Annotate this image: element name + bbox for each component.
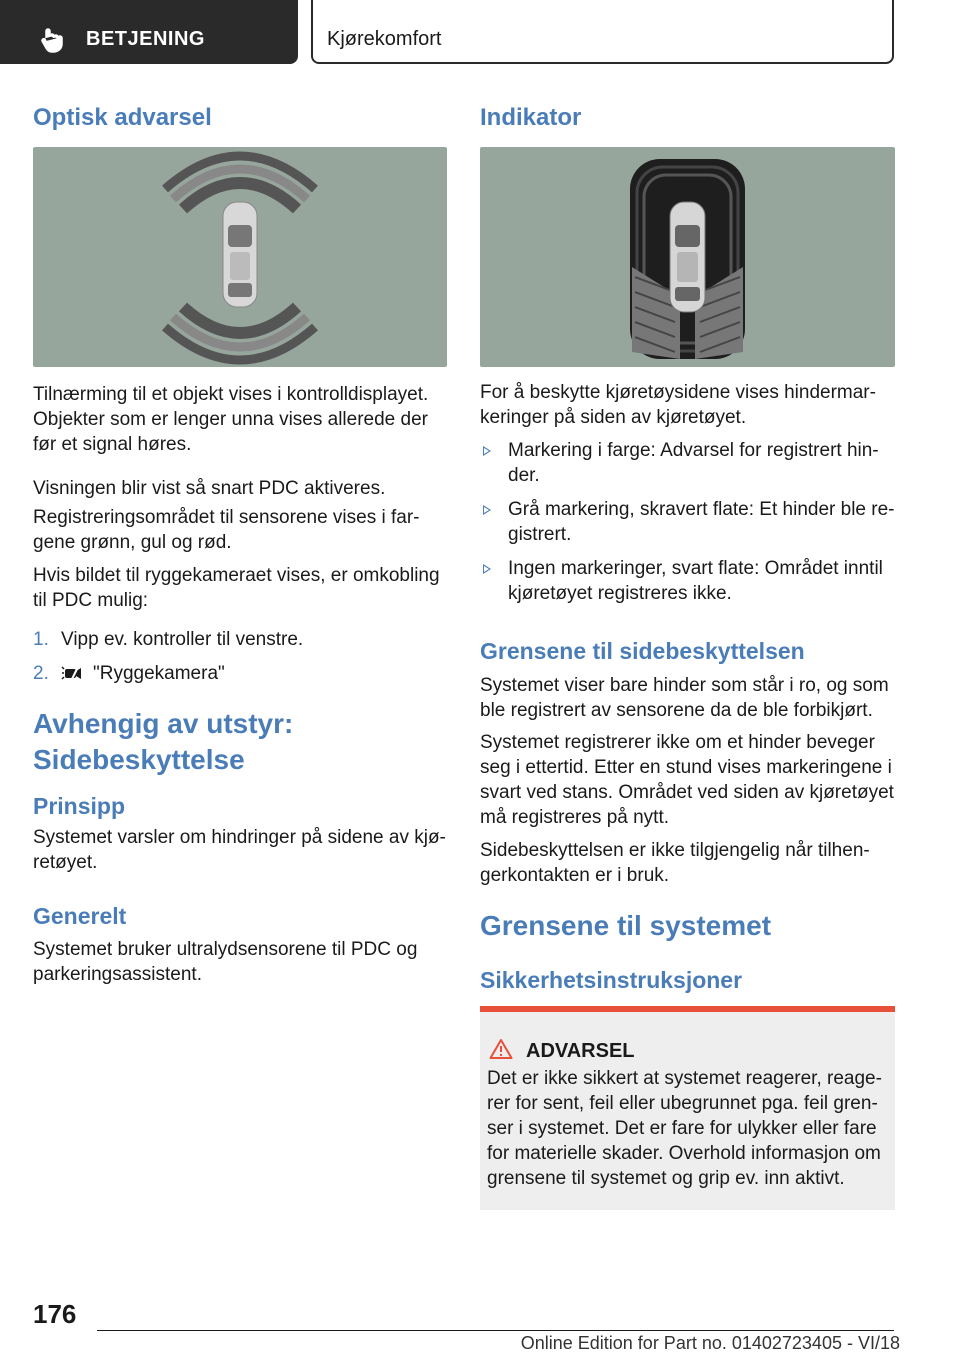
limits-side-para-1: Systemet viser bare hinder som står i ro, og som ble registrert av sensorene da de ble forbikjørt. — [480, 675, 889, 721]
limits-side-para-2: Systemet registrerer ikke om et hinder beveger seg i ettertid. Etter en stund vises markeringene i svart ved stans. Området ved siden av kjøretøyet må registreres på nytt. — [480, 732, 894, 828]
section-title: BETJENING — [86, 28, 205, 50]
side-protection-illustration — [480, 147, 895, 367]
triangle-bullet-icon — [483, 505, 491, 515]
page-number: 176 — [33, 1299, 77, 1329]
steps-list — [33, 627, 447, 695]
optical-para-3: Registreringsområdet til sensorene vises i far-gene grønn, gul og rød. — [33, 507, 420, 553]
optical-warning-heading: Optisk advarsel — [33, 104, 212, 131]
optical-para-1: Tilnærming til et objekt vises i kontrolldisplayet. Objekter som er lenger unna vises allerede der før et signal høres. — [33, 384, 429, 455]
section-tab — [0, 0, 298, 64]
rear-camera-icon — [61, 664, 83, 682]
triangle-bullet-icon — [483, 446, 491, 456]
footer-divider — [97, 1330, 894, 1331]
list-item: 1. Vipp ev. kontroller til venstre. — [33, 629, 304, 650]
list-item: 2. "Ryggekamera" — [33, 663, 225, 684]
list-item: Grå markering, skravert flate: Et hinder ble re-gistrert. — [480, 497, 895, 547]
warning-triangle-icon — [489, 1038, 513, 1060]
list-item: Ingen markeringer, svart flate: Området inntil kjøretøyet registreres ikke. — [480, 556, 895, 606]
warning-text: Det er ikke sikkert at systemet reagerer, reage-rer for sent, feil eller ubegrunnet pga. feil gren-ser i systemet. Det er fare for ulykker eller fare for materielle skader. Overhold informasjon om grensene til systemet og grip ev. inn aktivt. — [487, 1068, 882, 1189]
pdc-display-image — [33, 147, 447, 367]
warning-box — [480, 1006, 895, 1210]
general-heading: Generelt — [33, 903, 127, 929]
principle-heading: Prinsipp — [33, 793, 126, 819]
principle-text: Systemet varsler om hindringer på sidene av kjø-retøyet. — [33, 827, 446, 873]
general-text: Systemet bruker ultralydsensorene til PDC og parkeringsassistent. — [33, 939, 418, 985]
chapter-title: Kjørekomfort — [327, 28, 442, 50]
indicator-text: For å beskytte kjøretøysidene vises hindermar-keringer på siden av kjøretøyet. — [480, 382, 876, 428]
indicator-heading: Indikator — [480, 104, 582, 131]
list-item: Markering i farge: Advarsel for registrert hin-der. — [480, 438, 895, 488]
side-protection-image — [480, 147, 895, 367]
limits-system-heading: Grensene til systemet — [480, 910, 772, 941]
side-protection-heading: Avhengig av utstyr: Sidebeskyttelse — [33, 708, 294, 775]
optical-para-4: Hvis bildet til ryggekameraet vises, er omkobling til PDC mulig: — [33, 565, 440, 611]
optical-para-2: Visningen blir vist så snart PDC aktiveres. — [33, 478, 386, 499]
chapter-tab — [311, 0, 894, 64]
hand-pointer-icon — [38, 26, 66, 54]
warning-title: ADVARSEL — [526, 1040, 635, 1062]
pdc-display-illustration — [33, 147, 447, 367]
indicator-bullets — [480, 438, 895, 615]
limits-side-heading: Grensene til sidebeskyttelsen — [480, 638, 805, 664]
limits-side-para-3: Sidebeskyttelsen er ikke tilgjengelig når tilhen-gerkontakten er i bruk. — [480, 840, 870, 886]
triangle-bullet-icon — [483, 564, 491, 574]
edition-note: Online Edition for Part no. 01402723405 - VI/18 — [520, 1333, 900, 1353]
safety-heading: Sikkerhetsinstruksjoner — [480, 967, 743, 993]
